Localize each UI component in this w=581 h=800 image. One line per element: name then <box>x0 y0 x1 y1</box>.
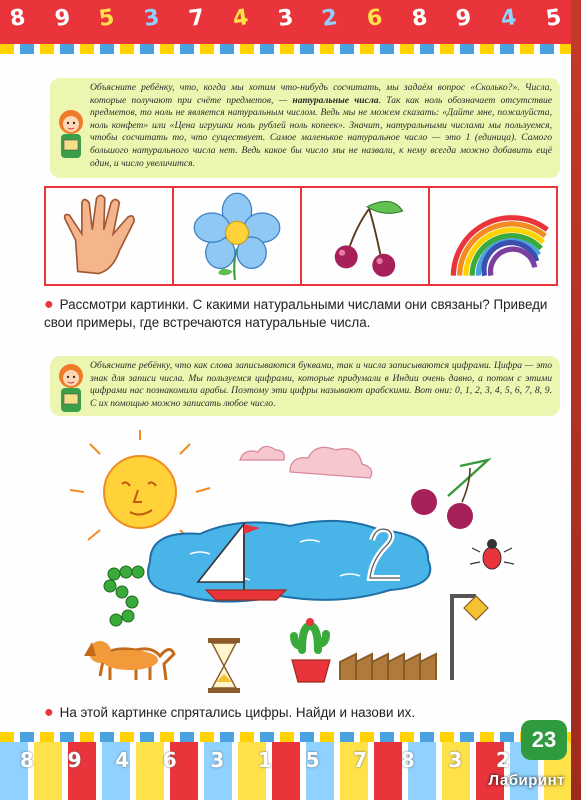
top-stripes <box>0 44 571 54</box>
teacher-icon <box>54 362 88 414</box>
hidden-digits-scene <box>40 430 560 700</box>
bullet-icon: ● <box>44 704 54 721</box>
top-border-digits <box>10 6 561 31</box>
bottom-border-digits <box>20 748 510 772</box>
note1-term-bold: натуральные числа <box>292 94 379 106</box>
picture-hand <box>46 188 174 284</box>
bottom-border-digit: 4 <box>115 748 130 772</box>
bug-icon <box>470 539 514 569</box>
picture-cherries <box>302 188 430 284</box>
fence-one-icon <box>340 654 436 680</box>
top-border-digit: 5 <box>544 5 563 32</box>
top-border-digit: 9 <box>454 5 474 32</box>
top-border-digit: 5 <box>97 5 117 32</box>
bullet-icon: ● <box>44 296 54 313</box>
note1-text-part2: . Так как ноль обозначает отсутствие предметов, то ноль не является натуральным числом. Ведь мы не можем сказать: «Дайте мне, пожалуйста, ноль конфет» или «Цена игрушки ноль рублей ноль копеек». Значит, натуральными числами мы пользуемся, чтобы сосчитать то, что существует. Самое маленькое натуральное число — это 1 (единица). Самого большого натурального числа нет. Ведь какое бы число мы не назвали, к нему всегда можно добавить ещё один, и число увеличится. <box>90 94 552 169</box>
bottom-border-digit: 3 <box>210 748 225 772</box>
teacher-icon <box>54 108 88 160</box>
bottom-border-digit: 1 <box>257 748 272 772</box>
parent-note-digits <box>50 356 560 416</box>
top-border-digit: 8 <box>8 5 27 32</box>
note1-text <box>90 82 552 170</box>
cherries-icon <box>302 188 428 284</box>
note2-text: Объясните ребёнку, что как слова записываются буквами, так и числа записываются цифрами. Цифра — это знак для записи числа. Мы пользуемся цифрами, которые придумали в Индии очень давно, а потом с этими цифрами нас познакомили арабы. Поэтому эти цифры называют арабскими. Вот они: 0, 1, 2, 3, 4, 5, 6, 7, 8, 9. С их помощью можно записать любое число. <box>90 360 552 409</box>
bottom-border-digit: 8 <box>20 748 34 772</box>
bottom-border-digit: 2 <box>495 748 510 772</box>
sun-icon <box>70 430 210 542</box>
top-border-digit: 9 <box>52 5 72 32</box>
dog-six-icon <box>84 641 174 680</box>
lamp-one-icon <box>452 596 488 680</box>
note1-text-part1: Объясните ребёнку, что, когда мы хотим что-нибудь сосчитать, мы задаём вопрос «Сколько?». Числа, которые получают при счёте предметов, — <box>90 82 552 106</box>
picture-rainbow <box>430 188 556 284</box>
flower-icon <box>174 188 300 284</box>
book-spine <box>571 0 581 800</box>
bottom-border-digit: 7 <box>353 748 368 772</box>
bottom-border-digit: 9 <box>67 748 82 772</box>
bottom-border-digit: 3 <box>448 748 463 772</box>
caterpillar-five-icon <box>104 566 144 626</box>
cherries-seven-icon <box>411 460 488 529</box>
top-border-digit: 7 <box>186 5 206 32</box>
bottom-border-digit: 5 <box>305 748 320 772</box>
rainbow-icon <box>430 188 556 284</box>
top-border-digit: 2 <box>320 5 340 32</box>
top-border-digit: 8 <box>410 5 429 32</box>
cactus-icon <box>292 618 330 682</box>
bottom-border <box>0 742 571 800</box>
top-border-digit: 6 <box>365 5 385 32</box>
page-number: 23 <box>521 720 567 760</box>
cloud-icon <box>240 446 372 478</box>
bottom-border-digit: 8 <box>400 748 415 772</box>
bottom-stripes <box>0 732 571 742</box>
hand-icon <box>46 188 172 284</box>
picture-row <box>44 186 558 286</box>
task-look-at-pictures <box>44 296 556 332</box>
task1-text: Рассмотри картинки. С какими натуральными числами они связаны? Приведи свои примеры, где встречаются натуральные числа. <box>44 297 548 330</box>
top-border-digit: 3 <box>142 5 161 32</box>
watermark: Лабиринт <box>488 772 565 789</box>
top-border-digit: 4 <box>499 5 519 32</box>
top-border-digit: 4 <box>231 5 251 32</box>
task2-text: На этой картинке спрятались цифры. Найди и назови их. <box>59 705 416 720</box>
top-border <box>0 0 571 44</box>
picture-flower <box>174 188 302 284</box>
bottom-border-digit: 6 <box>162 748 177 772</box>
top-border-digit: 3 <box>276 5 295 32</box>
task-find-digits <box>44 704 494 722</box>
hourglass-eight-icon <box>208 638 240 693</box>
parent-note-natural-numbers <box>50 78 560 178</box>
